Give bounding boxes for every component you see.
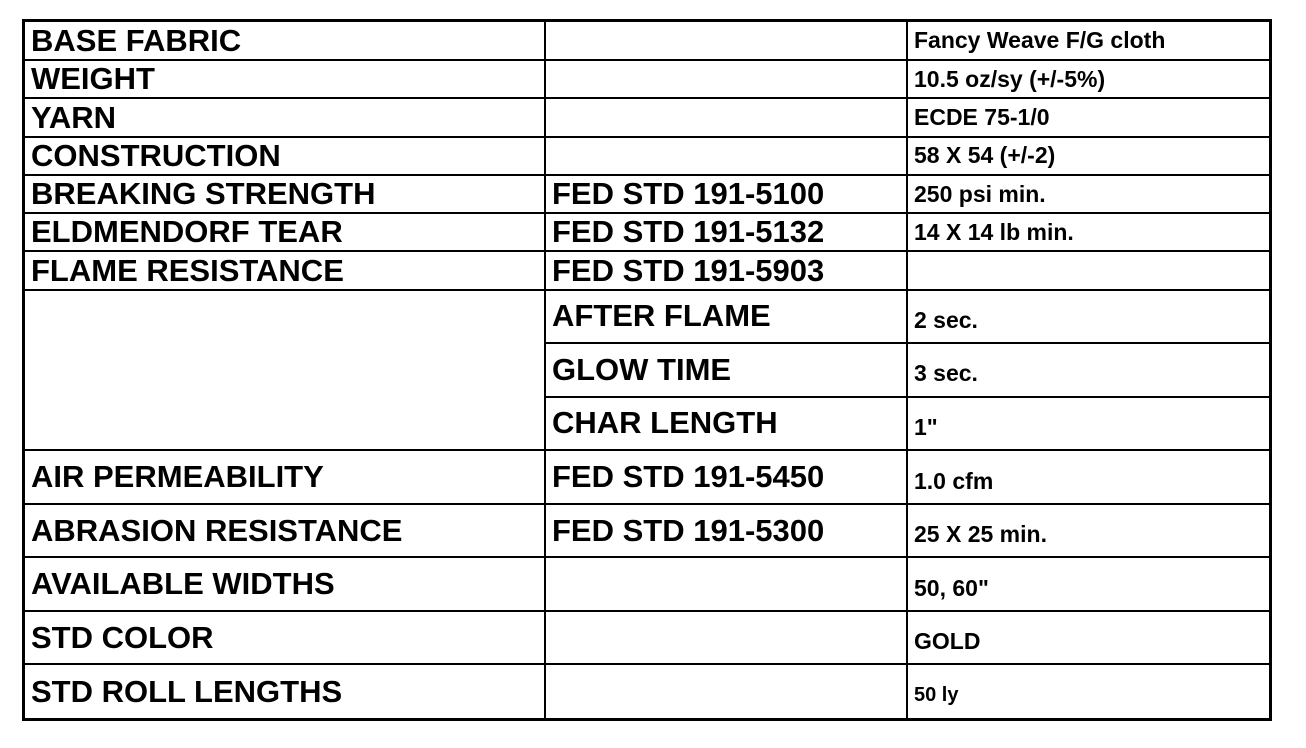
- value-cell: 58 X 54 (+/-2): [907, 137, 1269, 175]
- table-row: [25, 137, 1269, 175]
- spec-sheet: [22, 19, 1272, 721]
- value-cell: 14 X 14 lb min.: [907, 213, 1269, 251]
- property-cell: FLAME RESISTANCE: [25, 251, 545, 289]
- method-cell: [545, 611, 907, 665]
- value-cell: ECDE 75-1/0: [907, 98, 1269, 136]
- method-cell: GLOW TIME: [545, 343, 907, 397]
- value-cell: [907, 251, 1269, 289]
- method-cell: FED STD 191-5903: [545, 251, 907, 289]
- property-cell: STD COLOR: [25, 611, 545, 665]
- table-row: [25, 504, 1269, 558]
- property-cell: [25, 290, 545, 451]
- value-cell: 3 sec.: [907, 343, 1269, 397]
- table-row: [25, 664, 1269, 718]
- property-cell: ABRASION RESISTANCE: [25, 504, 545, 558]
- table-row: [25, 98, 1269, 136]
- value-cell: 1.0 cfm: [907, 450, 1269, 504]
- property-cell: BASE FABRIC: [25, 22, 545, 60]
- property-cell: CONSTRUCTION: [25, 137, 545, 175]
- property-cell: BREAKING STRENGTH: [25, 175, 545, 213]
- method-cell: FED STD 191-5132: [545, 213, 907, 251]
- method-cell: [545, 98, 907, 136]
- method-cell: FED STD 191-5450: [545, 450, 907, 504]
- value-cell: 250 psi min.: [907, 175, 1269, 213]
- table-row: [25, 450, 1269, 504]
- property-cell: WEIGHT: [25, 60, 545, 98]
- value-cell: 25 X 25 min.: [907, 504, 1269, 558]
- property-cell: STD ROLL LENGTHS: [25, 664, 545, 718]
- method-cell: AFTER FLAME: [545, 290, 907, 344]
- table-row: [25, 557, 1269, 611]
- method-cell: FED STD 191-5100: [545, 175, 907, 213]
- method-cell: [545, 22, 907, 60]
- value-cell: 50 ly: [907, 664, 1269, 718]
- table-row: [25, 22, 1269, 60]
- value-cell: 50, 60": [907, 557, 1269, 611]
- property-cell: ELDMENDORF TEAR: [25, 213, 545, 251]
- table-row: [25, 213, 1269, 251]
- value-cell: Fancy Weave F/G cloth: [907, 22, 1269, 60]
- table-row: [25, 175, 1269, 213]
- value-cell: 1": [907, 397, 1269, 451]
- property-cell: AIR PERMEABILITY: [25, 450, 545, 504]
- value-cell: GOLD: [907, 611, 1269, 665]
- method-cell: [545, 557, 907, 611]
- table-row: [25, 611, 1269, 665]
- method-cell: CHAR LENGTH: [545, 397, 907, 451]
- property-cell: YARN: [25, 98, 545, 136]
- value-cell: 2 sec.: [907, 290, 1269, 344]
- method-cell: FED STD 191-5300: [545, 504, 907, 558]
- method-cell: [545, 664, 907, 718]
- table-row: [25, 290, 1269, 344]
- value-cell: 10.5 oz/sy (+/-5%): [907, 60, 1269, 98]
- fabric-spec-table: [25, 22, 1269, 718]
- property-cell: AVAILABLE WIDTHS: [25, 557, 545, 611]
- method-cell: [545, 60, 907, 98]
- table-row: [25, 251, 1269, 289]
- table-row: [25, 60, 1269, 98]
- method-cell: [545, 137, 907, 175]
